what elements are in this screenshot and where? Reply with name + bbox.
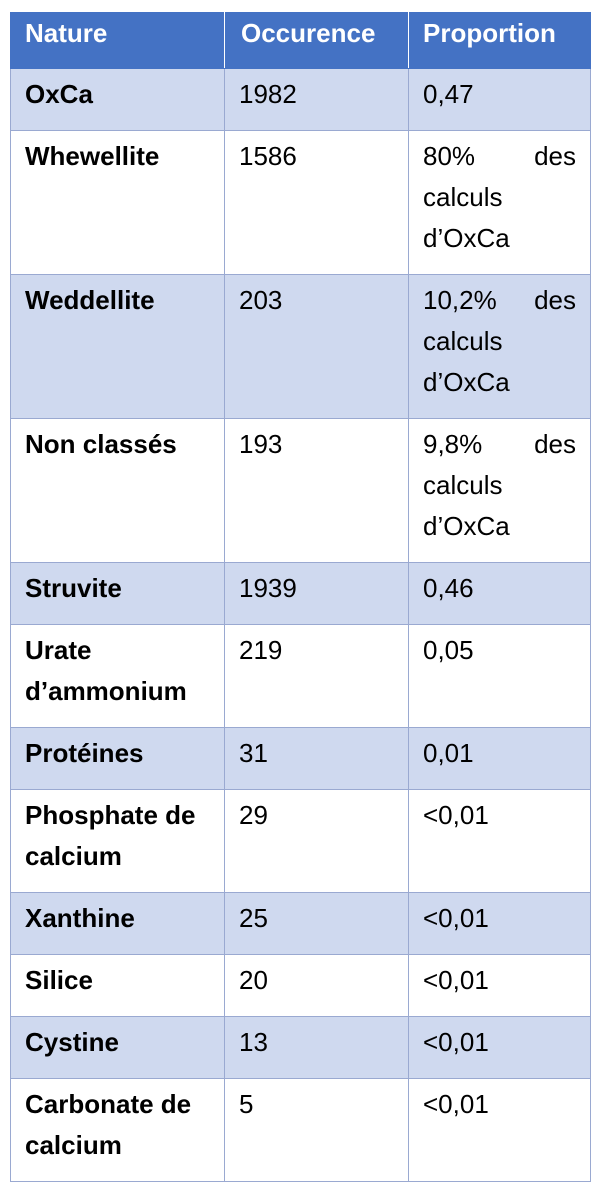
cell-proportion: 9,8% des calculs d’OxCa [409, 419, 591, 563]
table-row [11, 419, 591, 563]
cell-occurence: 203 [225, 275, 409, 419]
cell-proportion: <0,01 [409, 790, 591, 893]
cell-nature: Carbonate de calcium [11, 1079, 225, 1182]
cell-proportion: <0,01 [409, 955, 591, 1017]
cell-occurence: 219 [225, 625, 409, 728]
cell-nature: Non classés [11, 419, 225, 563]
cell-proportion: <0,01 [409, 893, 591, 955]
cell-occurence: 25 [225, 893, 409, 955]
cell-nature: Protéines [11, 728, 225, 790]
table-header [11, 12, 591, 69]
cell-proportion: 0,47 [409, 69, 591, 131]
cell-proportion: 0,01 [409, 728, 591, 790]
cell-occurence: 1939 [225, 563, 409, 625]
cell-proportion: <0,01 [409, 1017, 591, 1079]
table-row [11, 131, 591, 275]
cell-nature: Weddellite [11, 275, 225, 419]
cell-proportion: 0,46 [409, 563, 591, 625]
table-row [11, 1079, 591, 1182]
cell-occurence: 1586 [225, 131, 409, 275]
cell-nature: Phosphate de calcium [11, 790, 225, 893]
cell-nature: Whewellite [11, 131, 225, 275]
cell-occurence: 13 [225, 1017, 409, 1079]
table-row [11, 275, 591, 419]
table-row [11, 790, 591, 893]
cell-occurence: 1982 [225, 69, 409, 131]
cell-nature: Struvite [11, 563, 225, 625]
cell-proportion: 80% des calculs d’OxCa [409, 131, 591, 275]
cell-nature: OxCa [11, 69, 225, 131]
stone-composition-table [10, 12, 591, 1182]
table-row [11, 563, 591, 625]
cell-proportion: <0,01 [409, 1079, 591, 1182]
table-row [11, 893, 591, 955]
stone-composition-table-container [10, 12, 590, 1182]
cell-nature: Silice [11, 955, 225, 1017]
cell-occurence: 5 [225, 1079, 409, 1182]
table-row [11, 625, 591, 728]
cell-nature: Cystine [11, 1017, 225, 1079]
cell-occurence: 31 [225, 728, 409, 790]
cell-proportion: 0,05 [409, 625, 591, 728]
cell-proportion: 10,2% des calculs d’OxCa [409, 275, 591, 419]
cell-occurence: 29 [225, 790, 409, 893]
header-nature: Nature [11, 12, 225, 69]
cell-nature: Xanthine [11, 893, 225, 955]
table-body [11, 69, 591, 1182]
cell-occurence: 20 [225, 955, 409, 1017]
cell-nature: Urate d’ammonium [11, 625, 225, 728]
table-row [11, 1017, 591, 1079]
header-proportion: Proportion [409, 12, 591, 69]
table-row [11, 955, 591, 1017]
header-occurence: Occurence [225, 12, 409, 69]
table-row [11, 728, 591, 790]
table-row [11, 69, 591, 131]
header-row [11, 12, 591, 69]
cell-occurence: 193 [225, 419, 409, 563]
